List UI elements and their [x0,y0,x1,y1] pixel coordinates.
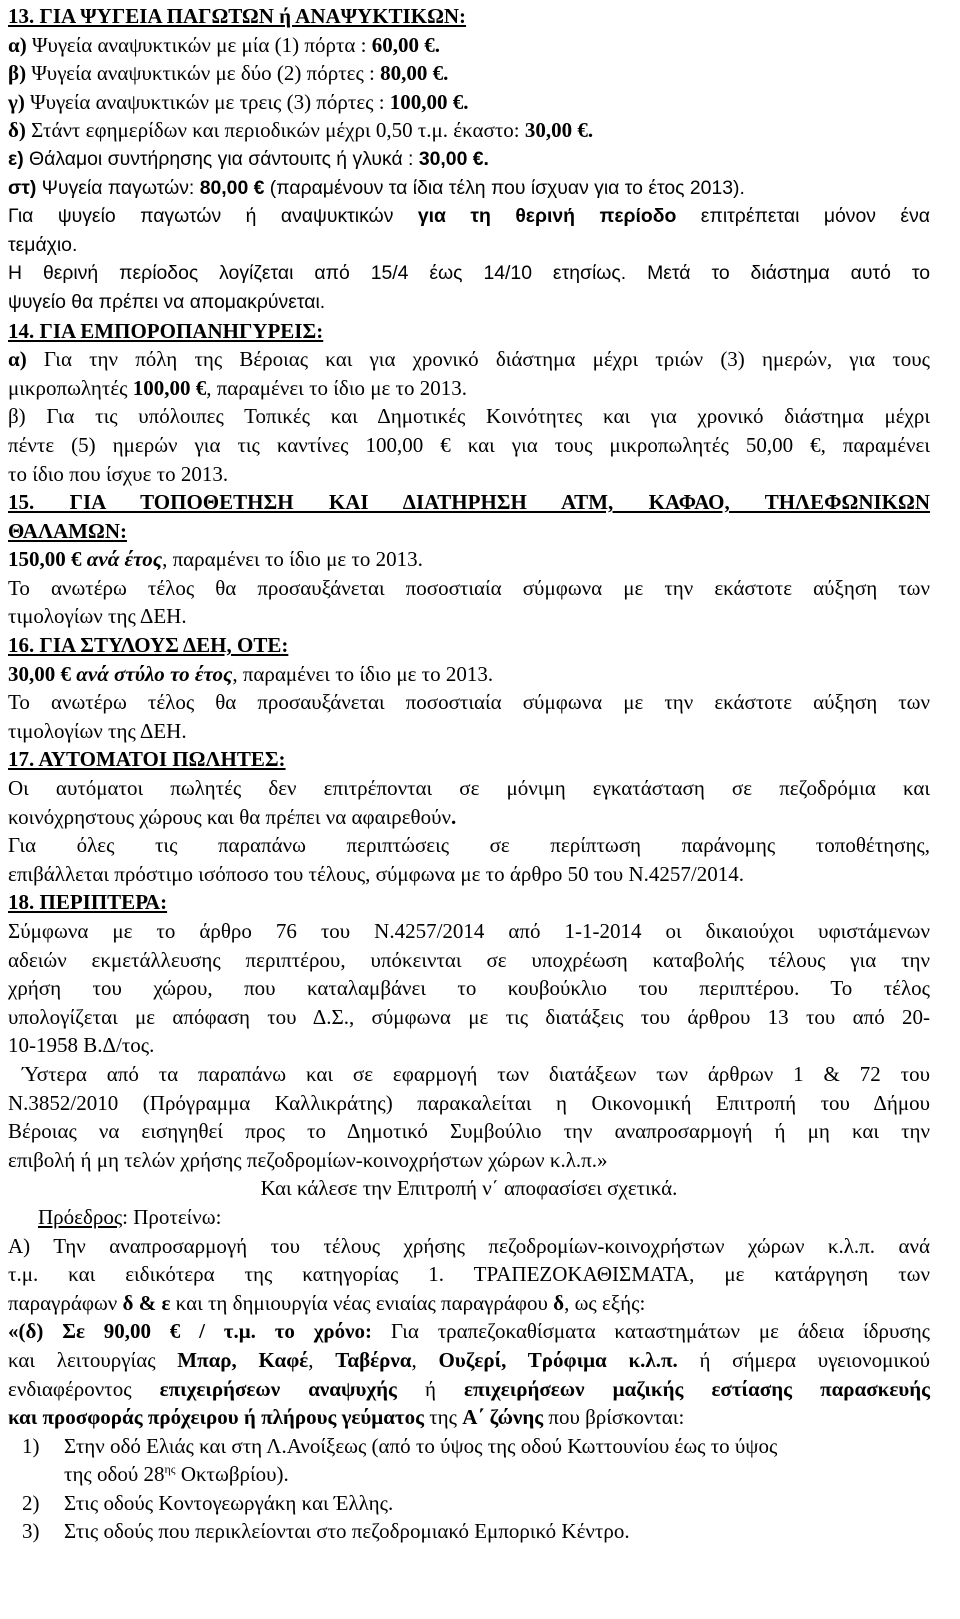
proposal-line-3: παραγράφων δ & ε και τη δημιουργία νέας ενιαίας παραγράφου δ, ως εξής: [8,1290,646,1315]
s17-paragraph-1-line-2: κοινόχρηστους χώρους και θα πρέπει να αφαιρεθούν. [8,804,457,829]
s16-note-line-2: τιμολογίων της ΔΕΗ. [8,718,187,743]
chair-proposal: Πρόεδρος: Προτείνω: [38,1204,222,1229]
section-15-heading-line-2: ΘΑΛΑΜΩΝ: [8,518,127,543]
closing-line-2: Ν.3852/2010 (Πρόγραμμα Καλλικράτης) παρακαλείται η Οικονομική Επιτροπή του Δήμου [8,1090,930,1115]
s13-item-d: δ) Στάντ εφημερίδων και περιοδικών μέχρι 0,50 τ.μ. έκαστο: 30,00 €. [8,118,594,143]
closing-line-1: Ύστερα από τα παραπάνω και σε εφαρμογή των διατάξεων των άρθρων 1 & 72 του [22,1061,930,1086]
section-13-heading: 13. ΓΙΑ ΨΥΓΕΙΑ ΠΑΓΩΤΩΝ ή ΑΝΑΨΥΚΤΙΚΩΝ: [8,4,467,28]
s13-paragraph-2-line-2: ψυγείο θα πρέπει να απομακρύνεται. [8,290,326,313]
proposal-line-4: «(δ) Σε 90,00 € / τ.μ. το χρόνο: Για τραπεζοκαθίσματα καταστημάτων με άδεια ίδρυσης [8,1319,930,1344]
s18-line-4: υπολογίζεται με απόφαση του Δ.Σ., σύμφωνα με τις διατάξεις του άρθρου 13 του από 20- [8,1004,930,1029]
proposal-line-6: ενδιαφέροντος επιχειρήσεων αναψυχής ή επιχειρήσεων μαζικής εστίασης παρασκευής [8,1376,930,1401]
s13-paragraph-1-line-2: τεμάχιο. [8,233,78,256]
closing-line-3: Βέροιας να εισηγηθεί προς το Δημοτικό Συμβούλιο την αναπροσαρμογή ή μη και την [8,1119,930,1144]
list-item: 1) Στην οδό Ελιάς και στη Λ.Ανοίξεως (από το ύψος της οδού Κωττουνίου έως το ύψος [22,1433,778,1458]
s14-item-b-line-2: πέντε (5) ημερών για τις καντίνες 100,00 € και για τους μικροπωλητές 50,00 €, παραμένει [8,432,930,457]
s13-paragraph-2-line-1: Η θερινή περίοδος λογίζεται από 15/4 έως 14/10 ετησίως. Μετά το διάστημα αυτό το [8,262,930,285]
s16-note-line-1: Το ανωτέρω τέλος θα προσαυξάνεται ποσοστιαία σύμφωνα με την εκάστοτε αύξηση των [8,690,930,715]
s13-paragraph-1-line-1: Για ψυγείο παγωτών ή αναψυκτικών για τη θερινή περίοδο επιτρέπεται μόνον ένα [8,205,930,228]
section-17-heading: 17. ΑΥΤΟΜΑΤΟΙ ΠΩΛΗΤΕΣ: [8,747,286,772]
document-page [8,2,930,1546]
section-16-heading: 16. ΓΙΑ ΣΤΥΛΟΥΣ ΔΕΗ, ΟΤΕ: [8,633,289,658]
section-18-heading: 18. ΠΕΡΙΠΤΕΡΑ: [8,890,168,915]
s18-line-3: χρήση του χώρου, που καταλαμβάνει το κουβούκλιο του περιπτέρου. Το τέλος [8,976,930,1001]
s15-note-line-1: Το ανωτέρω τέλος θα προσαυξάνεται ποσοστιαία σύμφωνα με την εκάστοτε αύξηση των [8,575,930,600]
list-item-continuation: της οδού $28^{\eta\varsigma}$ Οκτωβρίου). [64,1462,289,1487]
s18-line-5: 10-1958 Β.Δ/τος. [8,1033,155,1058]
s13-item-c: γ) Ψυγεία αναψυκτικών με τρεις (3) πόρτες : 100,00 €. [8,89,469,114]
s18-line-1: Σύμφωνα με το άρθρο 76 του Ν.4257/2014 από 1-1-2014 οι δικαιούχοι υφιστάμενων [8,919,930,943]
proposal-line-7: και προσφοράς πρόχειρου ή πλήρους γεύματος της Α΄ ζώνης που βρίσκονται: [8,1405,685,1430]
s13-item-b: β) Ψυγεία αναψυκτικών με δύο (2) πόρτες : 80,00 €. [8,61,449,86]
s18-line-2: αδειών εκμετάλλευσης περιπτέρου, υπόκεινται σε υποχρέωση καταβολής τέλους για την [8,947,930,972]
list-item: 2) Στις οδούς Κοντογεωργάκη και Έλλης. [22,1490,394,1515]
s16-price-line: 30,00 € ανά στύλο το έτος, παραμένει το ίδιο με το 2013. [8,661,494,686]
committee-call: Και κάλεσε την Επιτροπή ν΄ αποφασίσει σχετικά. [260,1176,678,1201]
s17-paragraph-1-line-1: Οι αυτόματοι πωλητές δεν επιτρέπονται σε μόνιμη εγκατάσταση σε πεζοδρόμια και [8,776,930,801]
s15-price-line: 150,00 € ανά έτος, παραμένει το ίδιο με το 2013. [8,547,423,572]
list-item: 3) Στις οδούς που περικλείονται στο πεζοδρομιακό Εμπορικό Κέντρο. [22,1519,630,1544]
proposal-line-5: και λειτουργίας Μπαρ, Καφέ, Ταβέρνα, Ουζερί, Τρόφιμα κ.λ.π. ή σήμερα υγειονομικού [8,1347,931,1372]
s17-paragraph-2-line-2: επιβάλλεται πρόστιμο ισόποσο του τέλους, σύμφωνα με το άρθρο 50 του Ν.4257/2014. [8,861,744,886]
closing-line-4: επιβολή ή μη τελών χρήσης πεζοδρομίων-κοινοχρήστων χώρων κ.λ.π.» [8,1147,608,1172]
s13-item-e: ε) Θάλαμοι συντήρησης για σάντουιτς ή γλυκά : 30,00 €. [8,147,489,170]
s14-item-b-line-1: β) Για τις υπόλοιπες Τοπικές και Δημοτικές Κοινότητες και για χρονικό διάστημα μέχρι [8,404,930,429]
s14-item-a-line-2: μικροπωλητές 100,00 €, παραμένει το ίδιο με το 2013. [8,375,467,400]
s17-paragraph-2-line-1: Για όλες τις παραπάνω περιπτώσεις σε περίπτωση παράνομης τοποθέτησης, [8,833,930,858]
section-15-heading-line-1: 15. ΓΙΑ ΤΟΠΟΘΕΤΗΣΗ ΚΑΙ ΔΙΑΤΗΡΗΣΗ ΑΤΜ, ΚΑΦΑΟ, ΤΗΛΕΦΩΝΙΚΩΝ [8,490,930,515]
proposal-line-2: τ.μ. και ειδικότερα της κατηγορίας 1. ΤΡΑΠΕΖΟΚΑΘΙΣΜΑΤΑ, με κατάργηση των [8,1262,930,1287]
section-14-heading: 14. ΓΙΑ ΕΜΠΟΡΟΠΑΝΗΓΥΡΕΙΣ: [8,318,324,343]
s14-item-a-line-1: α) Για την πόλη της Βέροιας και για χρονικό διάστημα μέχρι τριών (3) ημερών, για τους [8,347,930,372]
s14-item-b-line-3: το ίδιο που ίσχυε το 2013. [8,461,229,486]
proposal-line-1: Α) Την αναπροσαρμογή του τέλους χρήσης πεζοδρομίων-κοινοχρήστων χώρων κ.λ.π. ανά [8,1233,930,1258]
s13-item-st: στ) Ψυγεία παγωτών: 80,00 € (παραμένουν τα ίδια τέλη που ίσχυαν για το έτος 2013). [8,176,745,199]
s13-item-a: α) Ψυγεία αναψυκτικών με μία (1) πόρτα : 60,00 €. [8,32,441,57]
s15-note-line-2: τιμολογίων της ΔΕΗ. [8,604,187,629]
